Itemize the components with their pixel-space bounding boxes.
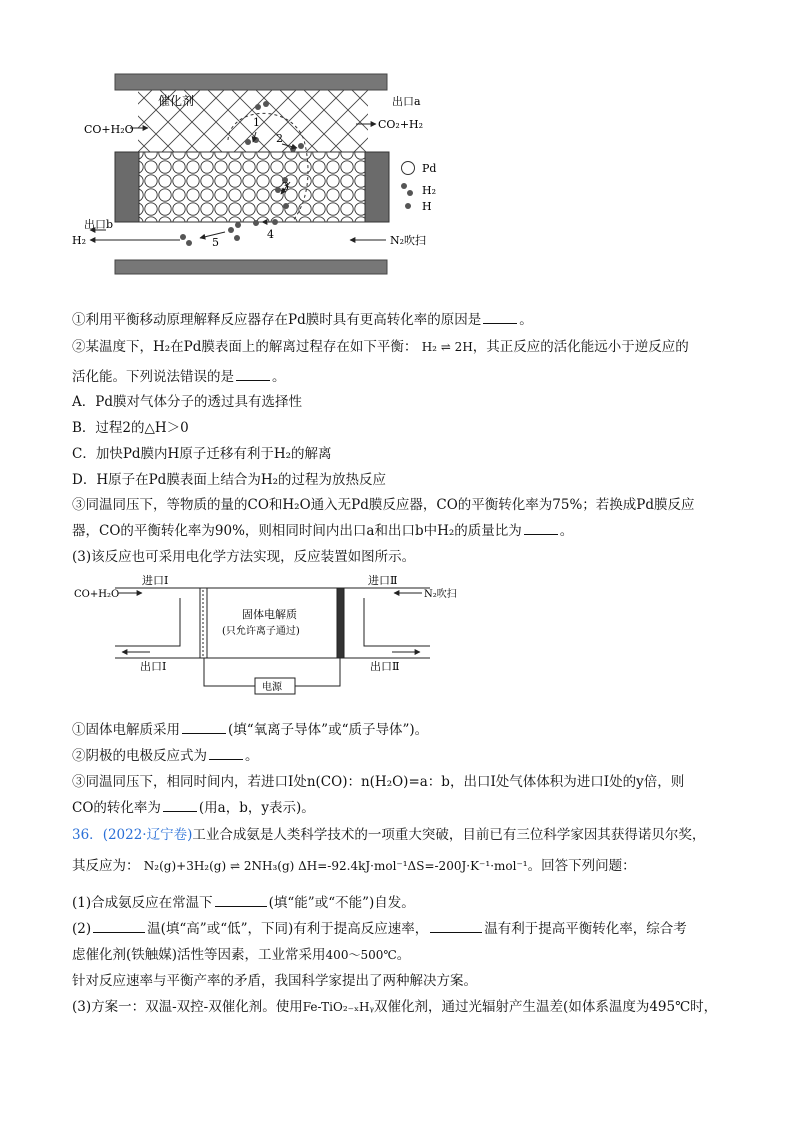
q36-part3-text-b: 双催化剂，通过光辐射产生温差(如体系温度为495℃时， bbox=[374, 999, 718, 1015]
answer-blank[interactable] bbox=[483, 311, 517, 324]
q36-part2-num: (2) bbox=[72, 921, 92, 937]
outlet-2-label: 出口Ⅱ bbox=[370, 660, 400, 673]
question-1-text: ①利用平衡移动原理解释反应器存在Pd膜时具有更高转化率的原因是 bbox=[72, 312, 482, 328]
q36-part1 bbox=[72, 893, 762, 913]
left-seal-block bbox=[115, 152, 139, 222]
q36-part2-text-d: 虑催化剂(铁触媒)活性等因素，工业常采用 bbox=[72, 947, 326, 963]
part-3-intro: (3)该反应也可采用电化学方法实现，反应装置如图所示。 bbox=[72, 549, 416, 565]
inlet-1-label: 进口Ⅰ bbox=[142, 574, 169, 587]
question-1: ①利用平衡移动原理解释反应器存在Pd膜时具有更高转化率的原因是 。 bbox=[72, 312, 533, 328]
question-number: 36． bbox=[72, 827, 103, 843]
q36-part2-cont bbox=[72, 945, 762, 965]
answer-blank[interactable] bbox=[236, 368, 270, 381]
dissociation-equation: H₂ ⇌ 2H bbox=[421, 340, 473, 354]
question-2-text-c: 活化能。下列说法错误的是 bbox=[72, 369, 234, 385]
q36-part3 bbox=[72, 997, 762, 1017]
legend-h2-label: H₂ bbox=[422, 184, 437, 197]
legend-pd-label: Pd bbox=[422, 162, 437, 175]
question-3-text-b: 器，CO的平衡转化率为90%，则相同时间内出口a和出口b中H₂的质量比为 bbox=[72, 523, 522, 539]
power-label: 电源 bbox=[262, 682, 282, 693]
answer-blank[interactable] bbox=[215, 894, 267, 907]
electrochem-q3-cont bbox=[72, 798, 762, 818]
equation-tail: 。回答下列问题： bbox=[527, 858, 636, 874]
top-wall bbox=[115, 74, 387, 90]
right-seal-block bbox=[365, 152, 389, 222]
legend-pd-icon bbox=[402, 162, 415, 175]
q36-note: 针对反应速率与平衡产率的矛盾，我国科学家提出了两种解决方案。 bbox=[72, 973, 477, 989]
electrochem-q1-text: ①固体电解质采用 bbox=[72, 722, 180, 738]
feed-label: CO+H₂O bbox=[74, 589, 120, 600]
legend-h-icon bbox=[405, 203, 411, 209]
q36-part3-text: (3)方案一：双温-双控-双催化剂。使用 bbox=[72, 999, 303, 1015]
q36-part2-text-c: 温有利于提高平衡转化率，综合考 bbox=[484, 921, 687, 937]
ammonia-synthesis-equation: N₂(g)+3H₂(g) ⇌ 2NH₃(g) ΔH=-92.4kJ·mol⁻¹ΔS=-200J·K⁻¹·mol⁻¹ bbox=[143, 859, 528, 873]
pd-membrane bbox=[139, 152, 365, 222]
electrochem-q3-text-b: CO的转化率为 bbox=[72, 800, 161, 816]
answer-blank[interactable] bbox=[430, 920, 482, 933]
answer-blank[interactable] bbox=[209, 747, 243, 760]
step-4-label: 4 bbox=[267, 228, 274, 241]
electrochem-q3: ③同温同压下，相同时间内，若进口Ⅰ处n(CO)：n(H₂O)=a：b，出口Ⅰ处气体体积为进口Ⅰ处的y倍，则 bbox=[72, 774, 685, 790]
step-2-label: 2 bbox=[276, 132, 283, 145]
cathode bbox=[337, 588, 344, 658]
electrolyte-note: (只允许离子通过) bbox=[222, 626, 300, 637]
inlet-label: CO+H₂O bbox=[84, 123, 134, 136]
outlet-b-label: 出口b bbox=[84, 218, 114, 231]
legend-h2-icon bbox=[401, 183, 407, 189]
option-b: B．过程2的△H＞0 bbox=[72, 420, 189, 436]
outlet-a-label: 出口a bbox=[392, 95, 421, 108]
question-36-equation-line bbox=[72, 856, 762, 876]
q36-part1-hint: (填“能”或“不能”)自发。 bbox=[268, 895, 415, 911]
sweep-label: N₂吹扫 bbox=[390, 234, 427, 247]
electrochem-q1-hint: (填“氧离子导体”或“质子导体”)。 bbox=[228, 722, 429, 738]
electrochem-q3-text-c: (用a，b，y表示)。 bbox=[198, 800, 315, 816]
question-3: ③同温同压下，等物质的量的CO和H₂O通入无Pd膜反应器，CO的平衡转化率为75%；若换成Pd膜反应 bbox=[72, 497, 695, 513]
option-c: C．加快Pd膜内H原子迁移有利于H₂的解离 bbox=[72, 446, 332, 462]
question-2-text-b: ，其正反应的活化能远小于逆反应的 bbox=[472, 339, 689, 355]
catalyst-formula: Fe-TiO₂₋ₓHᵧ bbox=[302, 1000, 375, 1014]
question-2 bbox=[72, 337, 762, 357]
legend-h-label: H bbox=[422, 200, 432, 213]
question-36-text: 工业合成氨是人类科学技术的一项重大突破，目前已有三位科学家因其获得诺贝尔奖， bbox=[192, 827, 706, 843]
question-source: (2022·辽宁卷) bbox=[102, 827, 193, 843]
question-36-header bbox=[72, 825, 762, 845]
q36-part2-text-b: 温(填“高”或“低”，下同)有利于提高反应速率， bbox=[147, 921, 429, 937]
answer-blank[interactable] bbox=[93, 920, 145, 933]
option-d: D．H原子在Pd膜表面上结合为H₂的过程为放热反应 bbox=[72, 472, 387, 488]
solid-electrolyte bbox=[207, 588, 337, 658]
product-label: CO₂+H₂ bbox=[378, 118, 424, 131]
electrochem-q1 bbox=[72, 720, 762, 740]
electrolyte-label: 固体电解质 bbox=[242, 608, 297, 621]
option-a: A．Pd膜对气体分子的透过具有选择性 bbox=[72, 394, 302, 410]
answer-blank[interactable] bbox=[524, 522, 558, 535]
electrochemical-cell-diagram bbox=[70, 570, 470, 700]
equation-intro: 其反应为： bbox=[72, 858, 140, 874]
outlet-1-label: 出口Ⅰ bbox=[140, 660, 167, 673]
step-5-label: 5 bbox=[212, 236, 219, 249]
question-2-cont: 活化能。下列说法错误的是 。 bbox=[72, 369, 286, 385]
electrochem-q2-text: ②阴极的电极反应式为 bbox=[72, 748, 207, 764]
answer-blank[interactable] bbox=[163, 799, 197, 812]
answer-blank[interactable] bbox=[182, 721, 226, 734]
electrochem-q2: ②阴极的电极反应式为 。 bbox=[72, 748, 259, 764]
question-2-text: ②某温度下，H₂在Pd膜表面上的解离过程存在如下平衡： bbox=[72, 339, 418, 355]
h2-out-label: H₂ bbox=[72, 234, 87, 247]
q36-part2 bbox=[72, 919, 762, 939]
q36-part1-text: (1)合成氨反应在常温下 bbox=[72, 895, 213, 911]
catalyst-label: 催化剂 bbox=[158, 94, 195, 108]
pd-membrane-reactor-diagram bbox=[60, 62, 460, 287]
step-1-label: 1 bbox=[253, 116, 260, 129]
question-3-cont: 器，CO的平衡转化率为90%，则相同时间内出口a和出口b中H₂的质量比为 。 bbox=[72, 523, 574, 539]
period: 。 bbox=[396, 947, 411, 963]
bottom-wall bbox=[115, 260, 387, 274]
temperature-range: 400～500℃ bbox=[325, 948, 397, 962]
sweep-2-label: N₂吹扫 bbox=[424, 589, 457, 600]
inlet-2-label: 进口Ⅱ bbox=[368, 574, 398, 587]
step-3-label: 3 bbox=[282, 180, 289, 193]
